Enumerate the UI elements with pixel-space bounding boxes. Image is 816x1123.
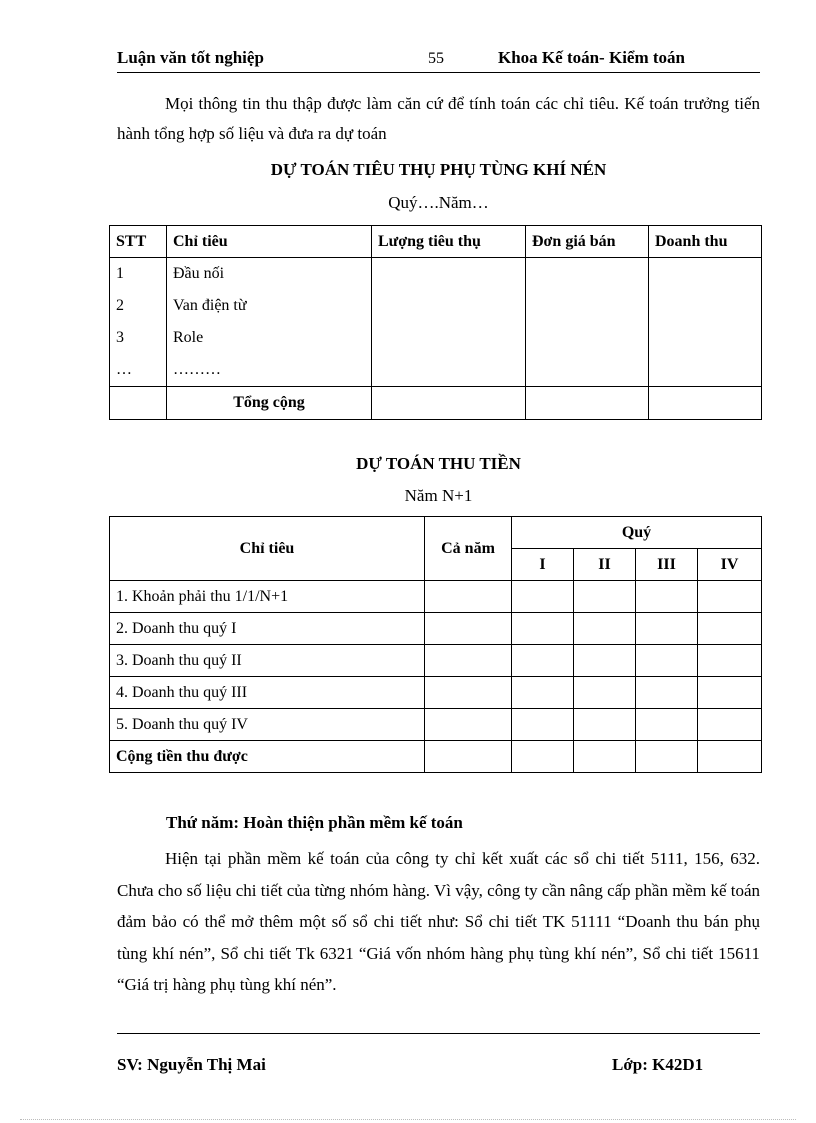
- table1-header-quantity: Lượng tiêu thụ: [372, 226, 526, 258]
- table2-header-q4: IV: [698, 549, 762, 581]
- footer-class: Lớp: K42D1: [612, 1055, 704, 1074]
- table1-item: Van điện từ: [173, 297, 247, 314]
- table2-row-label: 2. Doanh thu quý I: [110, 613, 425, 645]
- header-rule: [117, 72, 760, 73]
- table1-item-column: [167, 258, 372, 387]
- table2-header-q3: III: [636, 549, 698, 581]
- table1-header-stt: STT: [110, 226, 167, 258]
- table-row: [110, 677, 762, 709]
- table1-total-label: Tổng cộng: [167, 387, 372, 420]
- table1-title: DỰ TOÁN TIÊU THỤ PHỤ TÙNG KHÍ NÉN: [270, 160, 607, 179]
- table1-total-cell: [372, 387, 526, 420]
- table2-header-item: Chỉ tiêu: [110, 517, 425, 581]
- table1-stt: …: [116, 361, 132, 378]
- section-heading: Thứ năm: Hoàn thiện phần mềm kế toán: [166, 813, 463, 832]
- sales-budget-table: [109, 225, 762, 420]
- table1-item: Role: [173, 329, 204, 346]
- table2-row-label: 5. Doanh thu quý IV: [110, 709, 425, 741]
- table1-subtitle: Quý….Năm…: [388, 193, 489, 212]
- table1-item: ………: [173, 361, 221, 378]
- table1-stt: 2: [116, 297, 124, 314]
- table2-total-label: Cộng tiền thu được: [110, 741, 425, 773]
- section-body: Hiện tại phần mềm kế toán của công ty chỉ kết xuất các sổ chi tiết 5111, 156, 632. Chưa cho số liệu chi tiết của từng nhóm hàng. Vì vậy, công ty cần nâng cấp phần mềm kế toán đảm bảo có thể mở thêm một số sổ chi tiết như: Sổ chi tiết TK 51111 “Doanh thu bán phụ tùng khí nén”, Sổ chi tiết Tk 6321 “Giá vốn nhóm hàng phụ tùng khí nén”, Sổ chi tiết 15611 “Giá trị hàng phụ tùng khí nén”.: [117, 849, 761, 994]
- table1-stt: 3: [116, 329, 124, 346]
- header-right: Khoa Kế toán- Kiểm toán: [498, 48, 685, 67]
- table2-row-label: 1. Khoản phải thu 1/1/N+1: [110, 581, 425, 613]
- table1-item: Đầu nối: [173, 265, 225, 282]
- table-row: [110, 709, 762, 741]
- footer-rule: [117, 1033, 760, 1034]
- page-edge-divider: [20, 1119, 796, 1120]
- table2-header-year: Cả năm: [425, 517, 512, 581]
- table1-header-item: Chỉ tiêu: [167, 226, 372, 258]
- table2-title: DỰ TOÁN THU TIỀN: [356, 454, 521, 473]
- footer-student: SV: Nguyễn Thị Mai: [117, 1055, 266, 1074]
- table1-quantity-cell: [372, 258, 526, 387]
- cash-collection-table: [109, 516, 762, 773]
- table-row: [110, 581, 762, 613]
- table2-row-label: 3. Doanh thu quý II: [110, 645, 425, 677]
- table1-total-cell: [649, 387, 762, 420]
- table2-header-q2: II: [574, 549, 636, 581]
- table2-row-label: 4. Doanh thu quý III: [110, 677, 425, 709]
- table2-subtitle: Năm N+1: [404, 486, 473, 505]
- table1-header-revenue: Doanh thu: [649, 226, 762, 258]
- table1-revenue-cell: [649, 258, 762, 387]
- table2-header-q1: I: [512, 549, 574, 581]
- table1-total-cell: [526, 387, 649, 420]
- intro-paragraph: Mọi thông tin thu thập được làm căn cứ để tính toán các chỉ tiêu. Kế toán trưởng tiến hành tổng hợp số liệu và đưa ra dự toán: [117, 94, 760, 143]
- page-number: 55: [428, 50, 444, 67]
- table1-header-price: Đơn giá bán: [526, 226, 649, 258]
- header-left: Luận văn tốt nghiệp: [117, 48, 264, 67]
- table1-stt-column: [110, 258, 167, 387]
- table1-price-cell: [526, 258, 649, 387]
- table1-total-stt: [110, 387, 167, 420]
- table-row: [110, 613, 762, 645]
- table1-stt: 1: [116, 265, 124, 282]
- table-row: [110, 741, 762, 773]
- table-row: [110, 645, 762, 677]
- table2-header-quarter: Quý: [512, 517, 762, 549]
